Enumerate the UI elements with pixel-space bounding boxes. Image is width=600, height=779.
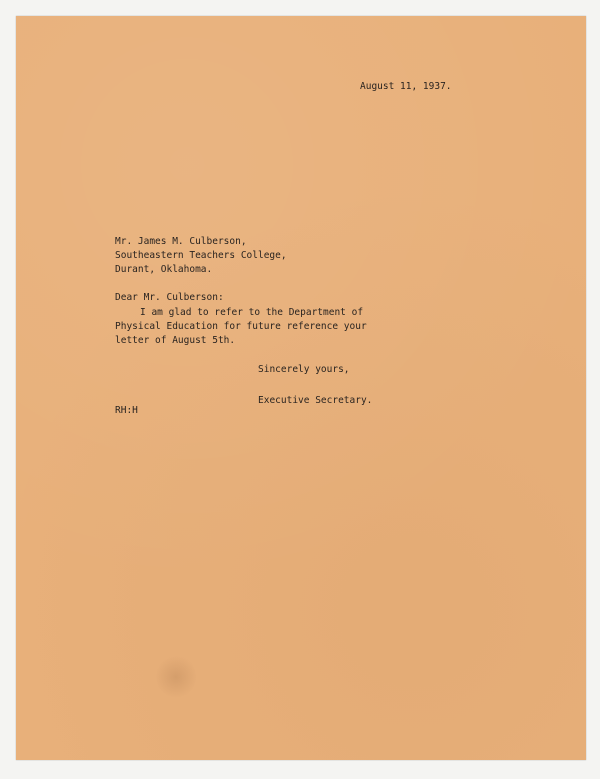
- closing: Sincerely yours,: [258, 364, 350, 375]
- recipient-name: Mr. James M. Culberson,: [115, 236, 247, 247]
- paper-stain: [156, 654, 196, 700]
- recipient-location: Durant, Oklahoma.: [115, 264, 213, 275]
- body-line-1: I am glad to refer to the Department of: [140, 307, 364, 318]
- body-line-2: Physical Education for future reference your: [115, 321, 367, 332]
- letter-page: [16, 16, 586, 760]
- signature-title: Executive Secretary.: [258, 395, 373, 406]
- recipient-institution: Southeastern Teachers College,: [115, 250, 287, 261]
- salutation: Dear Mr. Culberson:: [115, 292, 224, 303]
- typist-initials: RH:H: [115, 405, 138, 416]
- letter-date: August 11, 1937.: [360, 81, 452, 92]
- body-line-3: letter of August 5th.: [115, 335, 236, 346]
